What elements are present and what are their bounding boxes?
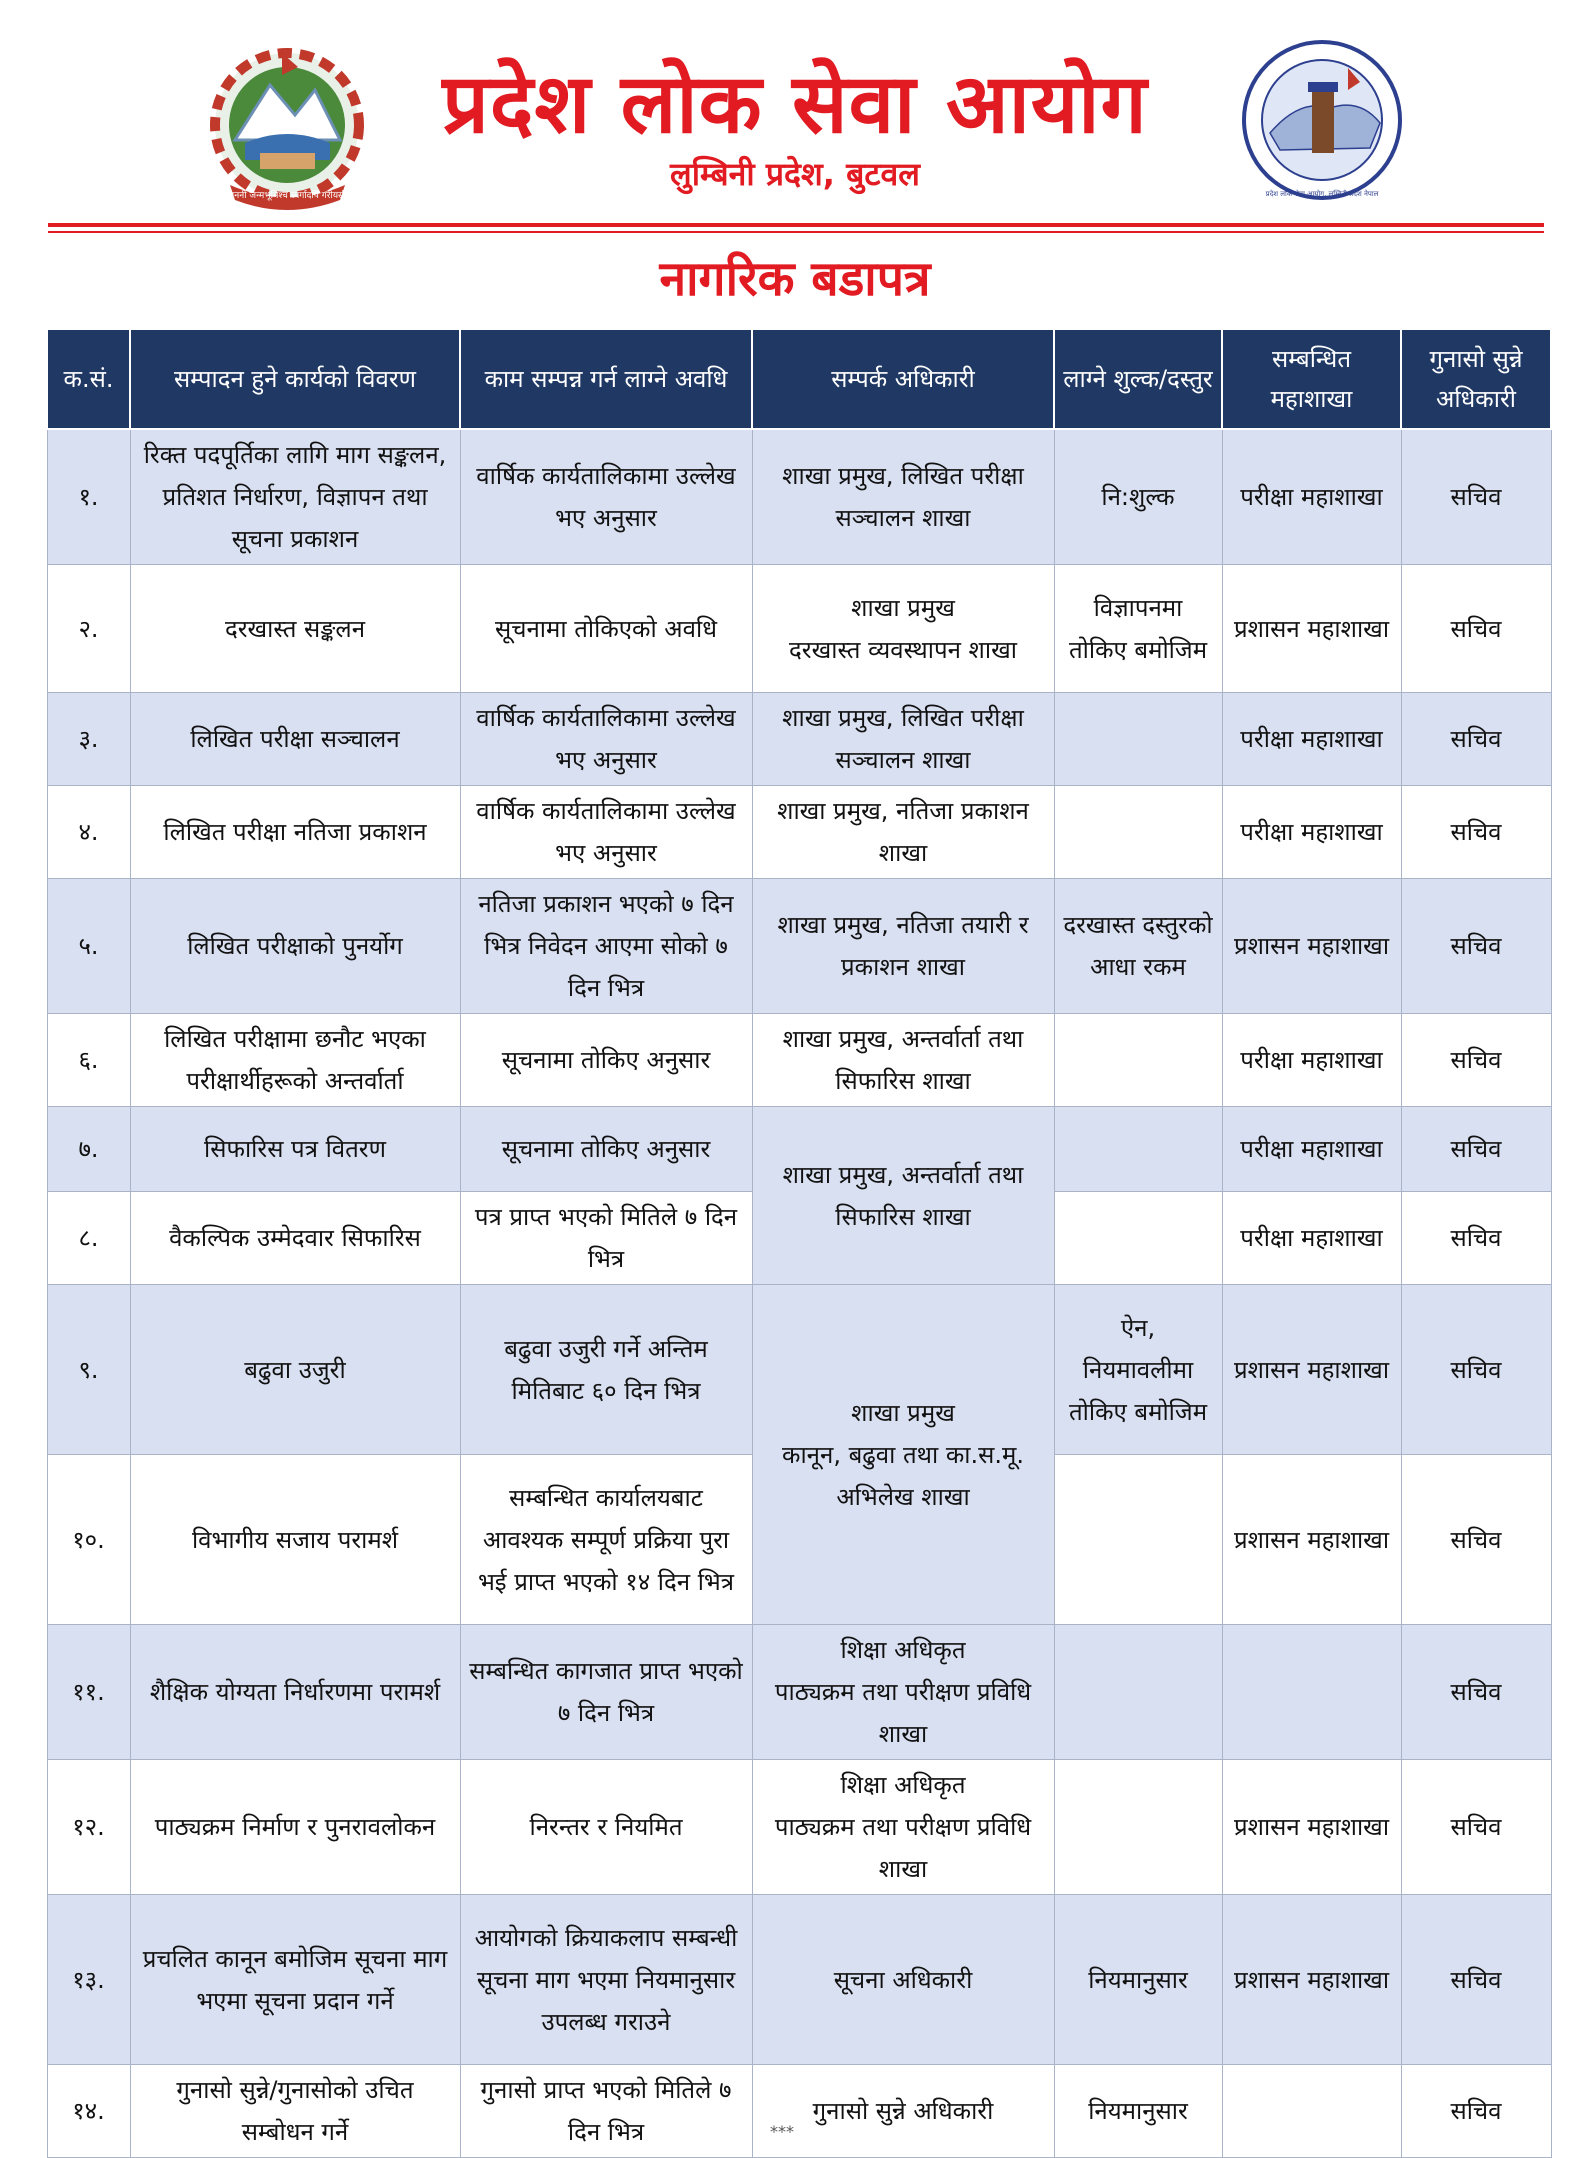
task-cell: रिक्त पदपूर्तिका लागि माग सङ्कलन, प्रतिशत निर्धारण, विज्ञापन तथा सूचना प्रकाशन <box>130 429 460 565</box>
page-header <box>0 0 1590 225</box>
contact-cell: शाखा प्रमुख, लिखित परीक्षा सञ्चालन शाखा <box>752 693 1054 786</box>
task-cell: लिखित परीक्षा सञ्चालन <box>130 693 460 786</box>
table-row <box>47 429 1551 565</box>
duration-cell: सूचनामा तोकिए अनुसार <box>460 1014 752 1107</box>
column-header: सम्पादन हुने कार्यको विवरण <box>130 329 460 429</box>
serial-cell: २. <box>47 565 130 693</box>
grievance-cell: सचिव <box>1401 1285 1551 1455</box>
table-row <box>47 693 1551 786</box>
column-header: गुनासो सुन्ने अधिकारी <box>1401 329 1551 429</box>
table-row <box>47 1285 1551 1455</box>
contact-cell: शाखा प्रमुख, नतिजा तयारी र प्रकाशन शाखा <box>752 879 1054 1014</box>
task-cell: लिखित परीक्षामा छनौट भएका परीक्षार्थीहरूको अन्तर्वार्ता <box>130 1014 460 1107</box>
division-cell: परीक्षा महाशाखा <box>1222 429 1401 565</box>
division-cell: प्रशासन महाशाखा <box>1222 1285 1401 1455</box>
division-cell: प्रशासन महाशाखा <box>1222 1760 1401 1895</box>
division-cell: परीक्षा महाशाखा <box>1222 786 1401 879</box>
footer-mark: *** <box>770 2122 794 2141</box>
document-title: नागरिक बडापत्र <box>659 251 931 307</box>
task-cell: दरखास्त सङ्कलन <box>130 565 460 693</box>
table-row <box>47 565 1551 693</box>
fee-cell <box>1054 1192 1222 1285</box>
column-header: सम्पर्क अधिकारी <box>752 329 1054 429</box>
table-row <box>47 1014 1551 1107</box>
table-row <box>47 879 1551 1014</box>
task-cell: पाठ्यक्रम निर्माण र पुनरावलोकन <box>130 1760 460 1895</box>
division-cell: प्रशासन महाशाखा <box>1222 879 1401 1014</box>
division-cell: परीक्षा महाशाखा <box>1222 1107 1401 1192</box>
table-row <box>47 1107 1551 1192</box>
grievance-cell: सचिव <box>1401 1895 1551 2065</box>
grievance-cell: सचिव <box>1401 786 1551 879</box>
duration-cell: वार्षिक कार्यतालिकामा उल्लेख भए अनुसार <box>460 429 752 565</box>
division-cell: परीक्षा महाशाखा <box>1222 1014 1401 1107</box>
serial-cell: ८. <box>47 1192 130 1285</box>
grievance-cell: सचिव <box>1401 1625 1551 1760</box>
contact-cell: शाखा प्रमुख कानून, बढुवा तथा का.स.मू. अभिलेख शाखा <box>752 1285 1054 1625</box>
table-row <box>47 786 1551 879</box>
task-cell: बढुवा उजुरी <box>130 1285 460 1455</box>
fee-cell: दरखास्त दस्तुरको आधा रकम <box>1054 879 1222 1014</box>
division-cell: परीक्षा महाशाखा <box>1222 1192 1401 1285</box>
grievance-cell: सचिव <box>1401 1192 1551 1285</box>
serial-cell: ६. <box>47 1014 130 1107</box>
grievance-cell: सचिव <box>1401 1760 1551 1895</box>
commission-logo-icon <box>1240 38 1405 203</box>
fee-cell <box>1054 1760 1222 1895</box>
citizen-charter-table <box>46 328 1552 2158</box>
column-header: लाग्ने शुल्क/दस्तुर <box>1054 329 1222 429</box>
fee-cell: नियमानुसार <box>1054 1895 1222 2065</box>
division-cell: प्रशासन महाशाखा <box>1222 1895 1401 2065</box>
table-row <box>47 1760 1551 1895</box>
division-cell: प्रशासन महाशाखा <box>1222 1455 1401 1625</box>
duration-cell: आयोगको क्रियाकलाप सम्बन्धी सूचना माग भएमा नियमानुसार उपलब्ध गराउने <box>460 1895 752 2065</box>
division-cell <box>1222 2065 1401 2158</box>
task-cell: शैक्षिक योग्यता निर्धारणमा परामर्श <box>130 1625 460 1760</box>
grievance-cell: सचिव <box>1401 2065 1551 2158</box>
column-header: काम सम्पन्न गर्न लाग्ने अवधि <box>460 329 752 429</box>
fee-cell <box>1054 1455 1222 1625</box>
task-cell: सिफारिस पत्र वितरण <box>130 1107 460 1192</box>
header-rule <box>48 223 1544 227</box>
grievance-cell: सचिव <box>1401 565 1551 693</box>
serial-cell: ७. <box>47 1107 130 1192</box>
fee-cell <box>1054 1107 1222 1192</box>
contact-cell: शाखा प्रमुख, नतिजा प्रकाशन शाखा <box>752 786 1054 879</box>
contact-cell: गुनासो सुन्ने अधिकारी <box>752 2065 1054 2158</box>
table-header-row <box>47 329 1551 429</box>
page-subtitle: लुम्बिनी प्रदेश, बुटवल <box>670 155 920 193</box>
duration-cell: बढुवा उजुरी गर्ने अन्तिम मितिबाट ६० दिन भित्र <box>460 1285 752 1455</box>
contact-cell: शाखा प्रमुख, अन्तर्वार्ता तथा सिफारिस शाखा <box>752 1107 1054 1285</box>
duration-cell: गुनासो प्राप्त भएको मितिले ७ दिन भित्र <box>460 2065 752 2158</box>
serial-cell: १. <box>47 429 130 565</box>
grievance-cell: सचिव <box>1401 1107 1551 1192</box>
contact-cell: सूचना अधिकारी <box>752 1895 1054 2065</box>
duration-cell: वार्षिक कार्यतालिकामा उल्लेख भए अनुसार <box>460 693 752 786</box>
grievance-cell: सचिव <box>1401 429 1551 565</box>
task-cell: लिखित परीक्षाको पुनर्योग <box>130 879 460 1014</box>
contact-cell: शाखा प्रमुख, लिखित परीक्षा सञ्चालन शाखा <box>752 429 1054 565</box>
contact-cell: शाखा प्रमुख, अन्तर्वार्ता तथा सिफारिस शाखा <box>752 1014 1054 1107</box>
serial-cell: ३. <box>47 693 130 786</box>
fee-cell <box>1054 1014 1222 1107</box>
task-cell: विभागीय सजाय परामर्श <box>130 1455 460 1625</box>
table-row <box>47 1895 1551 2065</box>
serial-cell: १०. <box>47 1455 130 1625</box>
task-cell: प्रचलित कानून बमोजिम सूचना माग भएमा सूचना प्रदान गर्ने <box>130 1895 460 2065</box>
duration-cell: सम्बन्धित कार्यालयबाट आवश्यक सम्पूर्ण प्रक्रिया पुरा भई प्राप्त भएको १४ दिन भित्र <box>460 1455 752 1625</box>
serial-cell: ९. <box>47 1285 130 1455</box>
nepal-emblem-icon <box>200 45 375 210</box>
header-rule-thin <box>48 231 1544 233</box>
duration-cell: निरन्तर र नियमित <box>460 1760 752 1895</box>
column-header: क.सं. <box>47 329 130 429</box>
duration-cell: वार्षिक कार्यतालिकामा उल्लेख भए अनुसार <box>460 786 752 879</box>
fee-cell: ऐन, नियमावलीमा तोकिए बमोजिम <box>1054 1285 1222 1455</box>
table-row <box>47 2065 1551 2158</box>
division-cell <box>1222 1625 1401 1760</box>
division-cell: परीक्षा महाशाखा <box>1222 693 1401 786</box>
duration-cell: सूचनामा तोकिएको अवधि <box>460 565 752 693</box>
serial-cell: १३. <box>47 1895 130 2065</box>
svg-text:जननी जन्मभूमिश्च स्वर्गादपि गर: जननी जन्मभूमिश्च स्वर्गादपि गरीयसी <box>227 191 347 201</box>
contact-cell: शिक्षा अधिकृत पाठ्यक्रम तथा परीक्षण प्रविधि शाखा <box>752 1760 1054 1895</box>
contact-cell: शिक्षा अधिकृत पाठ्यक्रम तथा परीक्षण प्रविधि शाखा <box>752 1625 1054 1760</box>
duration-cell: सूचनामा तोकिए अनुसार <box>460 1107 752 1192</box>
fee-cell: नि:शुल्क <box>1054 429 1222 565</box>
task-cell: गुनासो सुन्ने/गुनासोको उचित सम्बोधन गर्ने <box>130 2065 460 2158</box>
serial-cell: ५. <box>47 879 130 1014</box>
fee-cell <box>1054 1625 1222 1760</box>
serial-cell: ११. <box>47 1625 130 1760</box>
fee-cell: नियमानुसार <box>1054 2065 1222 2158</box>
grievance-cell: सचिव <box>1401 693 1551 786</box>
table-row <box>47 1625 1551 1760</box>
contact-cell: शाखा प्रमुख दरखास्त व्यवस्थापन शाखा <box>752 565 1054 693</box>
svg-text:प्रदेश लोक सेवा आयोग, लुम्बिनी: प्रदेश लोक सेवा आयोग, लुम्बिनी प्रदेश नेपाल <box>1265 190 1379 198</box>
serial-cell: ४. <box>47 786 130 879</box>
fee-cell <box>1054 786 1222 879</box>
grievance-cell: सचिव <box>1401 1455 1551 1625</box>
duration-cell: नतिजा प्रकाशन भएको ७ दिन भित्र निवेदन आएमा सोको ७ दिन भित्र <box>460 879 752 1014</box>
task-cell: लिखित परीक्षा नतिजा प्रकाशन <box>130 786 460 879</box>
grievance-cell: सचिव <box>1401 1014 1551 1107</box>
fee-cell <box>1054 693 1222 786</box>
division-cell: प्रशासन महाशाखा <box>1222 565 1401 693</box>
grievance-cell: सचिव <box>1401 879 1551 1014</box>
serial-cell: १२. <box>47 1760 130 1895</box>
task-cell: वैकल्पिक उम्मेदवार सिफारिस <box>130 1192 460 1285</box>
column-header: सम्बन्धित महाशाखा <box>1222 329 1401 429</box>
duration-cell: पत्र प्राप्त भएको मितिले ७ दिन भित्र <box>460 1192 752 1285</box>
serial-cell: १४. <box>47 2065 130 2158</box>
duration-cell: सम्बन्धित कागजात प्राप्त भएको ७ दिन भित्र <box>460 1625 752 1760</box>
page-title: प्रदेश लोक सेवा आयोग <box>442 57 1148 152</box>
fee-cell: विज्ञापनमा तोकिए बमोजिम <box>1054 565 1222 693</box>
